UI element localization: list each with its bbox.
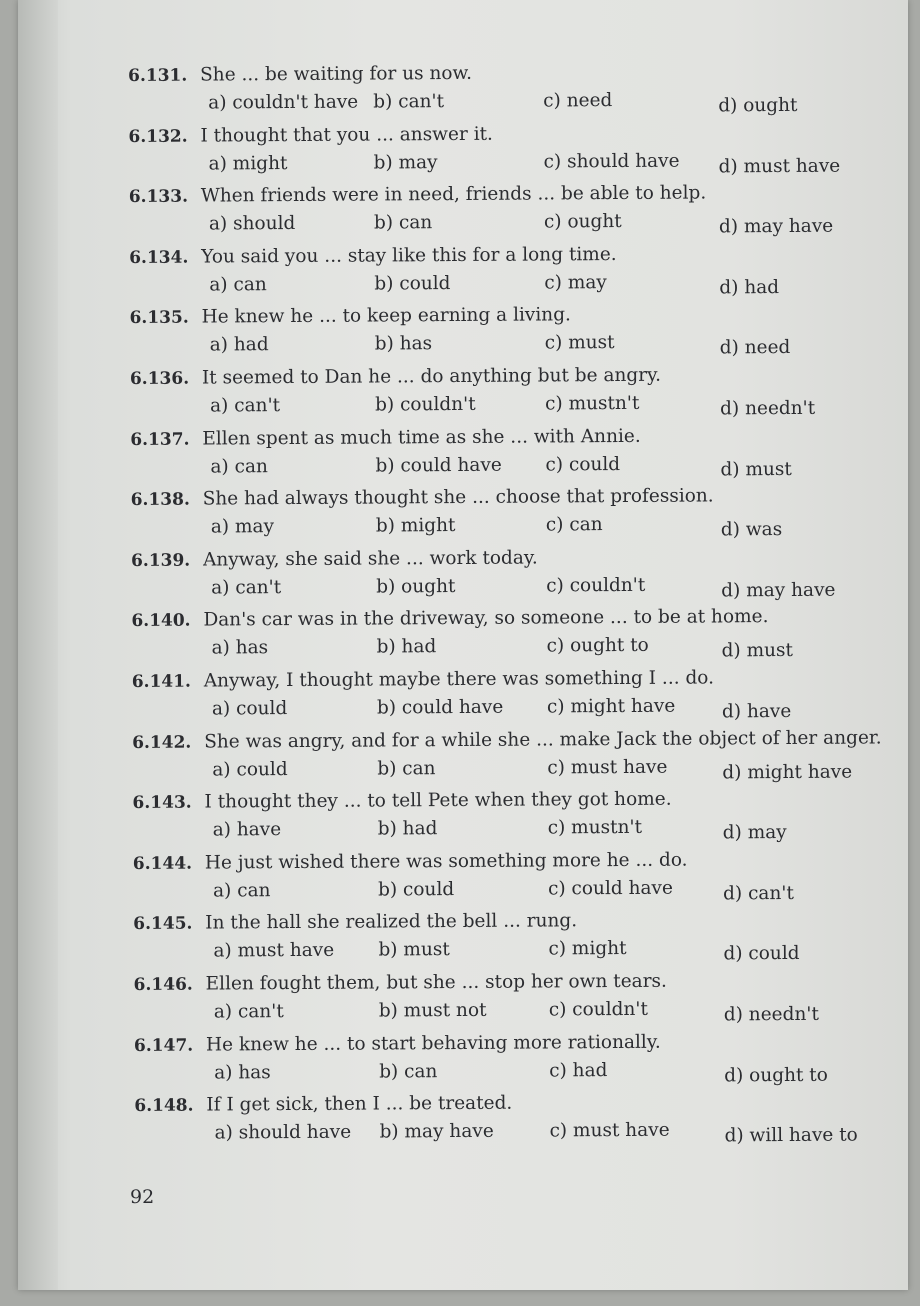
option-c: c) mustn't xyxy=(545,392,640,415)
question-item xyxy=(130,360,890,425)
option-c: c) must have xyxy=(549,1119,670,1142)
option-b: b) can't xyxy=(373,91,445,113)
option-a: a) should have xyxy=(214,1121,352,1144)
option-a: a) might xyxy=(208,152,288,175)
page-spine-shadow xyxy=(18,0,58,1290)
page-number: 92 xyxy=(130,1186,155,1208)
answer-options xyxy=(129,146,889,179)
question-item xyxy=(133,845,893,910)
option-d: d) may have xyxy=(721,579,836,602)
question-text: It seemed to Dan he ... do anything but be angry. xyxy=(201,364,662,389)
question-item xyxy=(131,542,891,607)
question-text: Dan's car was in the driveway, so someone ... to be at home. xyxy=(203,606,769,631)
answer-options xyxy=(134,994,894,1027)
question-text: In the hall she realized the bell ... rung. xyxy=(205,910,578,934)
option-a: a) has xyxy=(211,637,269,659)
option-b: b) could xyxy=(374,272,451,295)
question-item xyxy=(128,118,888,183)
question-number: 6.138. xyxy=(130,489,190,511)
option-b: b) could have xyxy=(375,454,502,477)
question-number: 6.144. xyxy=(132,853,193,874)
option-d: d) have xyxy=(721,700,792,723)
option-d: d) might have xyxy=(722,761,853,783)
option-c: c) could have xyxy=(547,877,673,900)
option-d: d) was xyxy=(720,519,783,541)
option-a: a) can xyxy=(212,879,271,902)
option-d: d) need xyxy=(719,337,791,359)
option-c: c) ought xyxy=(543,211,622,233)
question-item xyxy=(130,421,890,486)
option-a: a) can't xyxy=(213,1000,284,1023)
option-d: d) needn't xyxy=(720,397,816,420)
option-d: d) ought xyxy=(718,94,798,117)
option-c: c) must have xyxy=(547,756,668,778)
question-item xyxy=(131,603,891,668)
option-b: b) must not xyxy=(378,999,487,1022)
option-d: d) must have xyxy=(718,155,841,177)
option-a: a) may xyxy=(210,516,275,538)
question-number: 6.145. xyxy=(133,913,193,935)
answer-options xyxy=(132,631,892,664)
option-d: d) will have to xyxy=(724,1124,858,1147)
question-item xyxy=(129,239,889,304)
question-item xyxy=(132,663,892,728)
option-b: b) may have xyxy=(379,1120,494,1143)
question-text: Ellen spent as much time as she ... with Annie. xyxy=(202,425,641,450)
option-a: a) must have xyxy=(213,940,335,962)
option-b: b) had xyxy=(376,636,437,658)
option-b: b) could have xyxy=(376,696,504,719)
question-text: She was angry, and for a while she ... make Jack the object of her anger. xyxy=(204,726,882,753)
question-number: 6.136. xyxy=(129,368,190,389)
textbook-page xyxy=(18,0,908,1290)
answer-options xyxy=(131,510,891,543)
option-a: a) can xyxy=(210,455,268,478)
question-number: 6.134. xyxy=(129,247,189,268)
option-d: d) ought to xyxy=(724,1064,828,1086)
option-b: b) may xyxy=(373,151,438,174)
question-item xyxy=(134,1087,894,1152)
option-c: c) ought to xyxy=(546,635,649,657)
option-a: a) had xyxy=(209,334,269,356)
option-b: b) can xyxy=(377,757,436,780)
question-item xyxy=(133,906,893,971)
option-d: d) must xyxy=(721,640,794,662)
answer-options xyxy=(129,267,889,300)
option-a: a) should xyxy=(208,213,296,235)
option-d: d) needn't xyxy=(723,1003,819,1026)
option-b: b) must xyxy=(378,939,450,961)
option-d: d) had xyxy=(719,276,780,299)
question-item xyxy=(134,1027,894,1092)
question-text: I thought that you ... answer it. xyxy=(200,123,493,147)
question-number: 6.135. xyxy=(129,308,189,329)
question-item xyxy=(131,482,891,547)
question-item xyxy=(134,966,894,1031)
answer-options xyxy=(132,691,892,724)
answer-options xyxy=(128,85,888,118)
option-a: a) have xyxy=(212,819,282,841)
option-c: c) need xyxy=(543,90,613,112)
question-item xyxy=(132,784,892,849)
question-text: When friends were in need, friends ... be able to help. xyxy=(200,182,707,207)
answer-options xyxy=(132,752,892,785)
option-c: c) had xyxy=(549,1059,608,1081)
option-a: a) couldn't have xyxy=(208,91,359,114)
option-d: d) can't xyxy=(723,882,794,905)
question-number: 6.139. xyxy=(130,550,191,571)
option-a: a) can xyxy=(209,273,267,296)
option-c: c) can xyxy=(545,514,603,536)
question-text: She ... be waiting for us now. xyxy=(200,62,473,86)
question-list xyxy=(128,57,895,1152)
question-text: I thought they ... to tell Pete when they got home. xyxy=(204,788,672,813)
answer-options xyxy=(130,388,890,421)
answer-options xyxy=(134,1115,894,1148)
option-b: b) can xyxy=(379,1060,438,1082)
option-c: c) could xyxy=(545,453,621,476)
answer-options xyxy=(130,449,890,482)
option-b: b) might xyxy=(375,515,456,537)
question-text: He knew he ... to keep earning a living. xyxy=(201,304,571,328)
question-item xyxy=(129,300,889,365)
option-a: a) can't xyxy=(210,395,281,417)
question-number: 6.141. xyxy=(131,671,192,692)
question-text: If I get sick, then I ... be treated. xyxy=(206,1092,513,1116)
question-number: 6.137. xyxy=(130,429,190,450)
option-d: d) may xyxy=(722,822,787,844)
question-number: 6.143. xyxy=(132,792,192,814)
option-c: c) mustn't xyxy=(547,816,643,839)
option-b: b) ought xyxy=(376,575,456,598)
question-text: You said you ... stay like this for a long time. xyxy=(201,243,617,268)
option-b: b) has xyxy=(374,333,433,355)
question-number: 6.147. xyxy=(133,1035,194,1056)
question-number: 6.140. xyxy=(131,610,191,632)
option-c: c) couldn't xyxy=(546,574,646,597)
option-c: c) might have xyxy=(546,695,676,718)
question-number: 6.148. xyxy=(134,1095,194,1117)
option-a: a) could xyxy=(212,758,288,781)
question-number: 6.146. xyxy=(133,974,193,995)
answer-options xyxy=(133,934,893,967)
option-b: b) had xyxy=(377,818,438,840)
question-number: 6.131. xyxy=(128,65,188,86)
question-number: 6.133. xyxy=(128,186,189,208)
option-a: a) has xyxy=(214,1061,271,1083)
answer-options xyxy=(131,570,891,603)
answer-options xyxy=(134,1055,894,1088)
question-text: Ellen fought them, but she ... stop her own tears. xyxy=(205,970,667,995)
question-text: He knew he ... to start behaving more rationally. xyxy=(205,1031,661,1056)
option-b: b) can xyxy=(373,212,433,234)
option-b: b) couldn't xyxy=(375,393,476,416)
question-item xyxy=(129,179,889,244)
option-c: c) must xyxy=(544,332,615,354)
option-d: d) may have xyxy=(718,215,834,238)
option-a: a) could xyxy=(211,697,288,720)
answer-options xyxy=(129,207,889,240)
answer-options xyxy=(133,812,893,845)
option-c: c) should have xyxy=(543,150,680,173)
question-text: He just wished there was something more he ... do. xyxy=(204,849,688,874)
question-text: She had always thought she ... choose that profession. xyxy=(202,485,714,510)
question-text: Anyway, she said she ... work today. xyxy=(202,547,538,571)
question-number: 6.142. xyxy=(132,732,192,753)
option-c: c) might xyxy=(548,938,627,960)
answer-options xyxy=(133,873,893,906)
question-text: Anyway, I thought maybe there was something I ... do. xyxy=(203,667,715,692)
option-c: c) couldn't xyxy=(548,998,648,1021)
question-item xyxy=(128,57,888,122)
answer-options xyxy=(130,328,890,361)
question-number: 6.132. xyxy=(128,126,188,147)
option-d: d) must xyxy=(720,458,792,480)
option-c: c) may xyxy=(544,271,607,294)
option-d: d) could xyxy=(723,943,800,965)
option-a: a) can't xyxy=(211,576,282,599)
option-b: b) could xyxy=(377,878,455,901)
question-item xyxy=(132,724,892,789)
